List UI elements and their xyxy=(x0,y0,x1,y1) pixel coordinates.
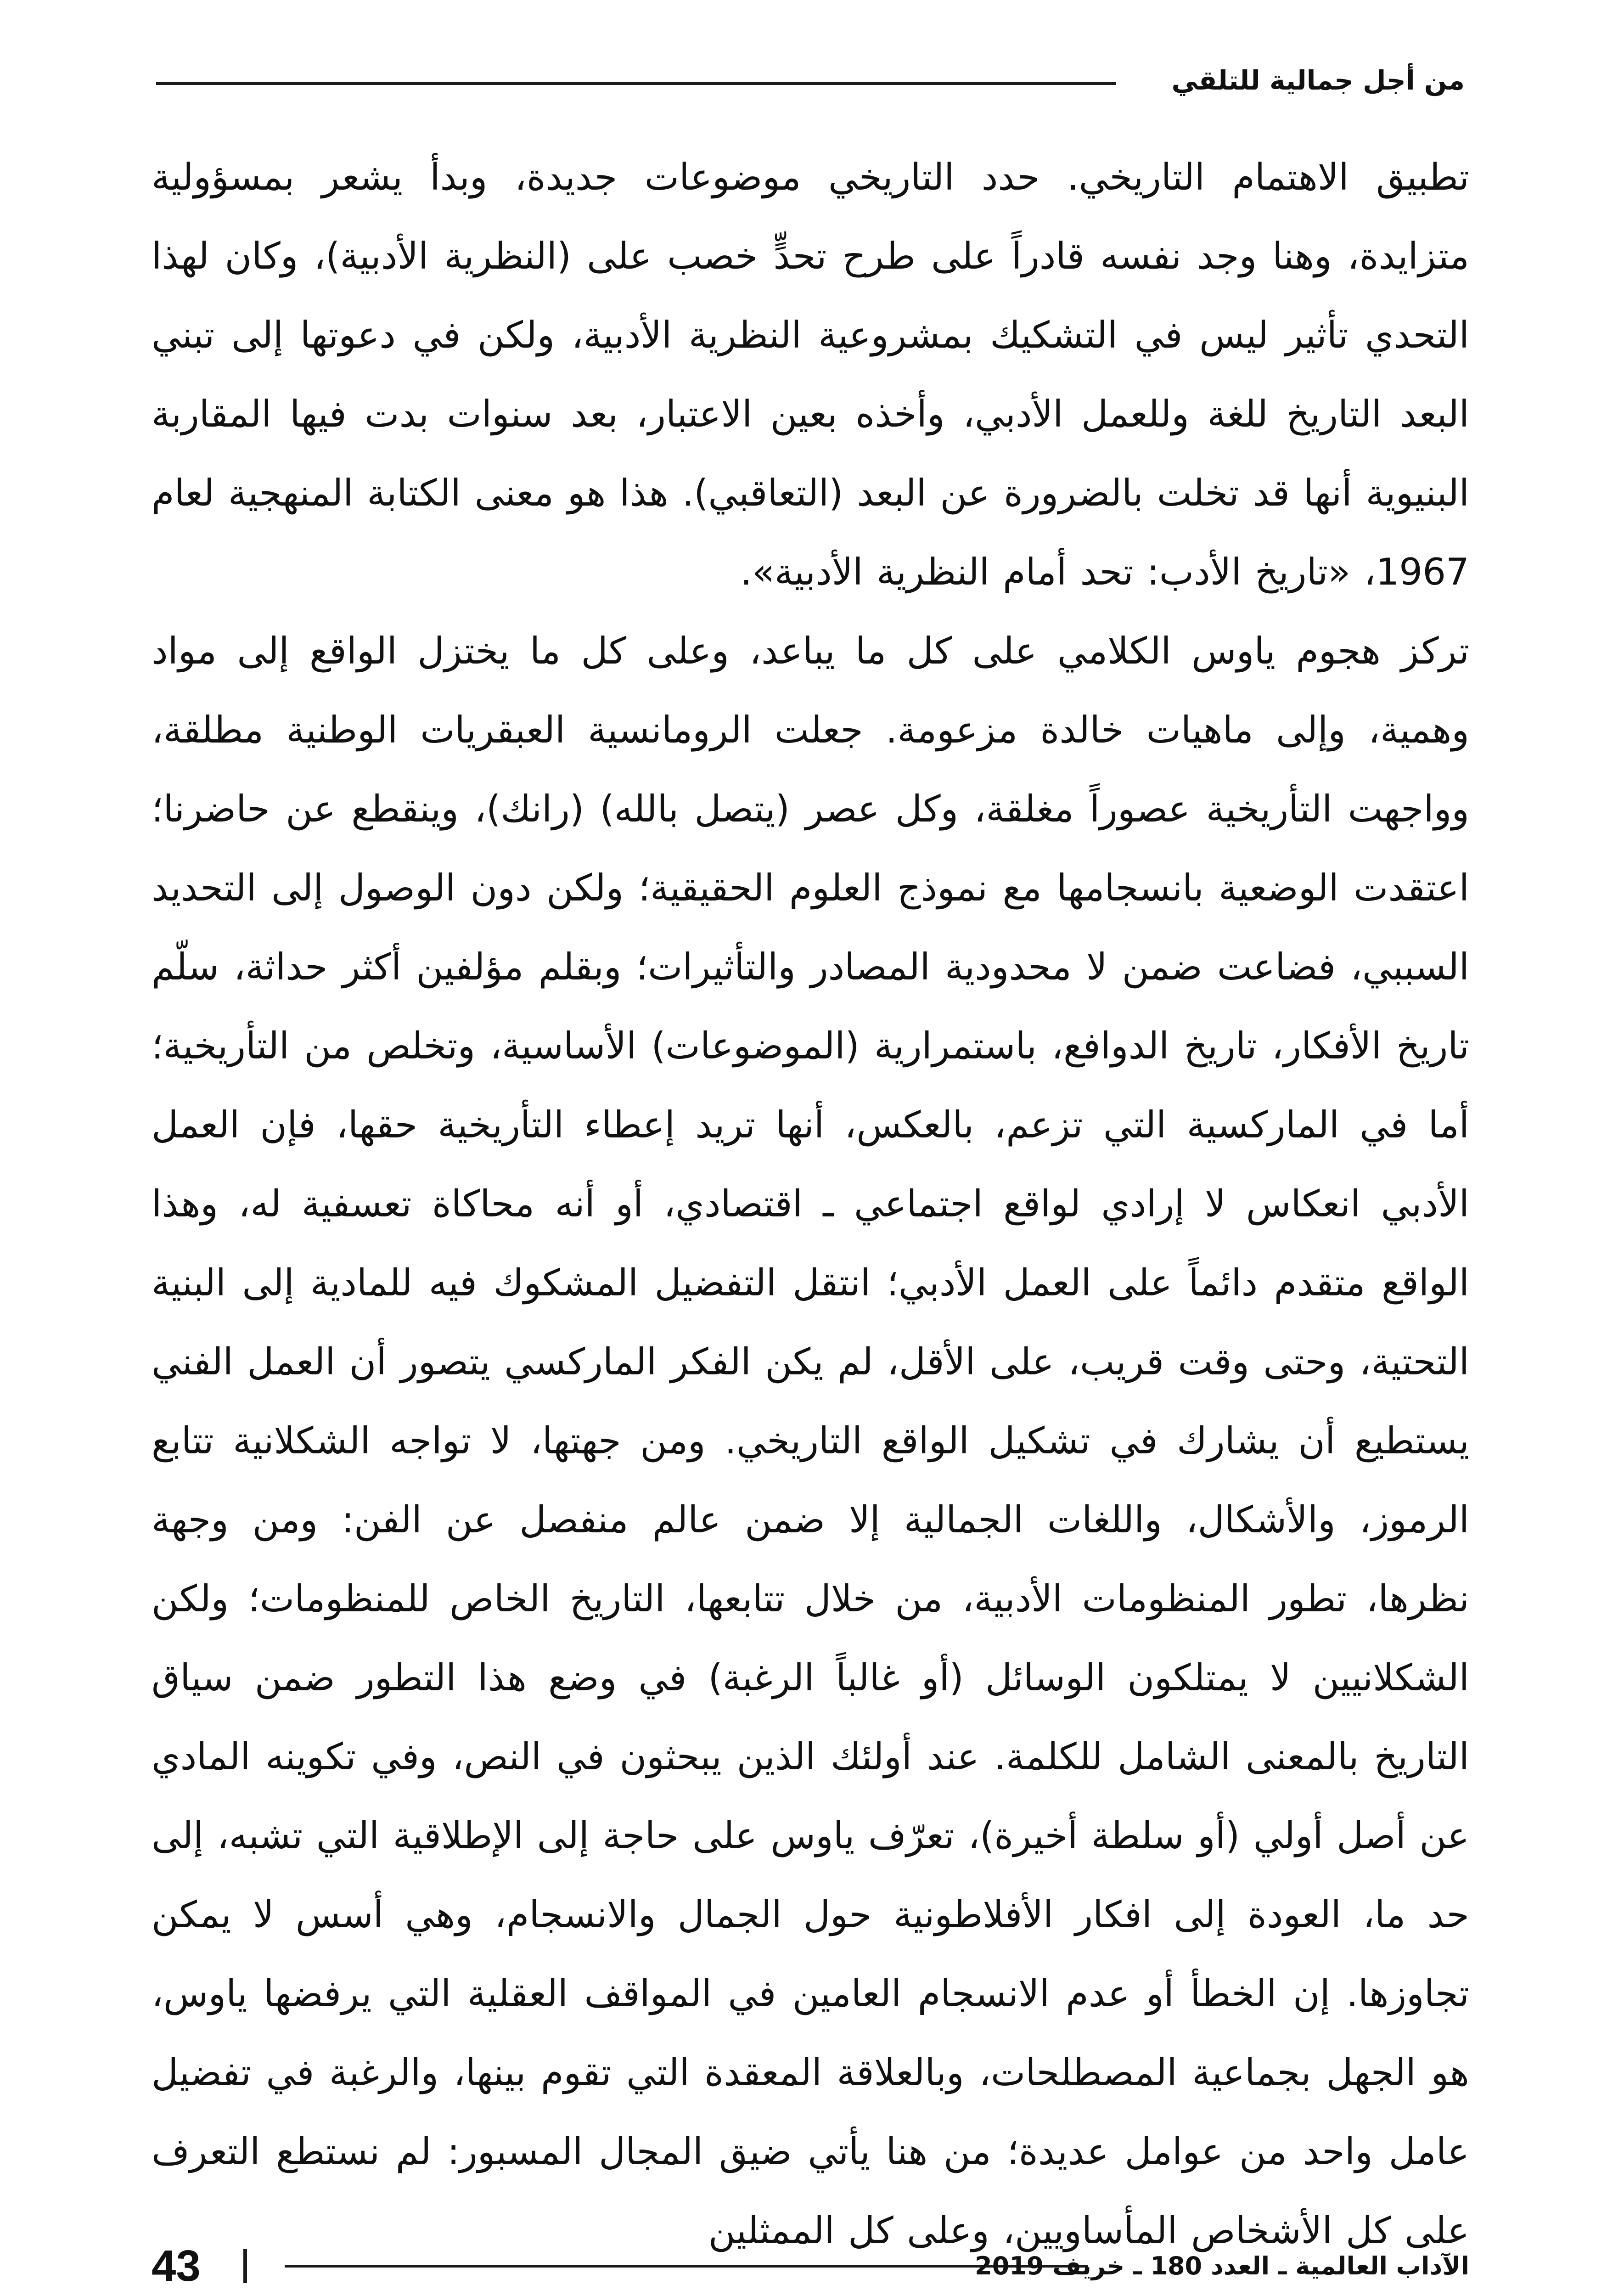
running-header-title: من أجل جمالية للتلقي xyxy=(1171,65,1465,96)
footer-rule xyxy=(285,2265,1088,2268)
paragraph-2: تركز هجوم ياوس الكلامي على كل ما يباعد، وعلى كل ما يختزل الواقع إلى مواد وهمية، وإلى ماهيات خالدة مزعومة. جعلت الرومانسية العبقريات الوطنية مطلقة، وواجهت التأريخية عصوراً مغلقة، وكل عصر (يتصل بالله) (رانك)، وينقطع عن حاضرنا؛ اعتقدت الوضعية بانسجامها مع نموذج العلوم الحقيقية؛ ولكن دون الوصول إلى التحديد السببي، فضاعت ضمن لا محدودية المصادر والتأثيرات؛ وبقلم مؤلفين أكثر حداثة، سلّم تاريخ الأفكار، تاريخ الدوافع، باستمرارية (الموضوعات) الأساسية، وتخلص من التأريخية؛ أما في الماركسية التي تزعم، بالعكس، أنها تريد إعطاء التأريخية حقها، فإن العمل الأدبي انعكاس لا إرادي لواقع اجتماعي ـ اقتصادي، أو أنه محاكاة تعسفية له، وهذا الواقع متقدم دائماً على العمل الأدبي؛ انتقل التفضيل المشكوك فيه للمادية إلى البنية التحتية، وحتى وقت قريب، على الأقل، لم يكن الفكر الماركسي يتصور أن العمل الفني يستطيع أن يشارك في تشكيل الواقع التاريخي. ومن جهتها، لا تواجه الشكلانية تتابع الرموز، والأشكال، واللغات الجمالية إلا ضمن عالم منفصل عن الفن: ومن وجهة نظرها، تطور المنظومات الأدبية، من خلال تتابعها، التاريخ الخاص للمنظومات؛ ولكن الشكلانيين لا يمتلكون الوسائل (أو غالباً الرغبة) في وضع هذا التطور ضمن سياق التاريخ بالمعنى الشامل للكلمة. عند أولئك الذين يبحثون في النص، وفي تكوينه المادي عن أصل أولي (أو سلطة أخيرة)، تعرّف ياوس على حاجة إلى الإطلاقية التي تشبه، إلى حد ما، العودة إلى افكار الأفلاطونية حول الجمال والانسجام، وهي أسس لا يمكن تجاوزها. إن الخطأ أو عدم الانسجام العامين في المواقف العقلية التي يرفضها ياوس، هو الجهل بجماعية المصطلحات، وبالعلاقة المعقدة التي تقوم بينها، والرغبة في تفضيل عامل واحد من عوامل عديدة؛ من هنا يأتي ضيق المجال المسبور: لم نستطع التعرف على كل الأشخاص المأساويين، وعلى كل الممثلين xyxy=(152,630,1469,2252)
journal-issue-line: الآداب العالمية ـ العدد 180 ـ خريف 2019 xyxy=(975,2251,1469,2280)
page-number: 43 xyxy=(152,2241,201,2290)
running-header xyxy=(156,55,1465,106)
article-body xyxy=(152,138,1469,2252)
page-footer xyxy=(152,2241,1469,2291)
footer-separator-bar xyxy=(243,2249,247,2283)
paragraph-1: تطبيق الاهتمام التاريخي. حدد التاريخي موضوعات جديدة، وبدأ يشعر بمسؤولية متزايدة، وهنا وجد نفسه قادراً على طرح تحدٍّ خصب على (النظرية الأدبية)، وكان لهذا التحدي تأثير ليس في التشكيك بمشروعية النظرية الأدبية، ولكن في دعوتها إلى تبني البعد التاريخ للغة وللعمل الأدبي، وأخذه بعين الاعتبار، بعد سنوات بدت فيها المقاربة البنيوية أنها قد تخلت بالضرورة عن البعد (التعاقبي). هذا هو معنى الكتابة المنهجية لعام 1967، «تاريخ الأدب: تحد أمام النظرية الأدبية». xyxy=(152,156,1469,593)
header-rule xyxy=(156,82,1116,85)
